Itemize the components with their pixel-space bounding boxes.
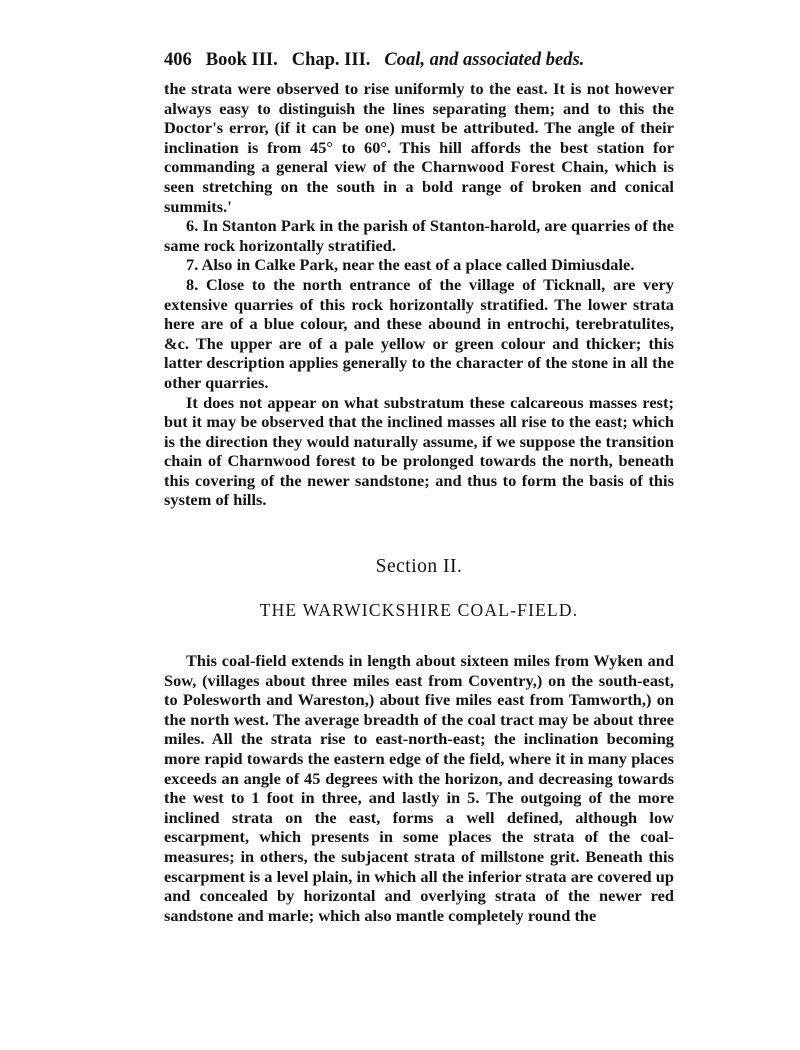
book-label: Book III. bbox=[205, 50, 278, 70]
section-title: THE WARWICKSHIRE COAL-FIELD. bbox=[259, 600, 579, 621]
section-heading: Section II. bbox=[375, 556, 463, 578]
paragraph-continued: the strata were observed to rise uniformly to the east. It is not however always easy to distinguish the lines separating them; and to this the Doctor's error, (if it can be one) must be attributed. The angle of their inclination is from 45° to 60°. This hill affords the best station for commanding a general view of the Charnwood Forest Chain, which is seen stretching on the south in a bold range of broken and conical summits.' bbox=[164, 79, 674, 216]
paragraph-substratum: It does not appear on what substratum these calcareous masses rest; but it may be observed that the inclined masses all rise to the east; which is the direction they would naturally assume, if we suppose the transition chain of Charnwood forest to be prolonged towards the north, beneath this covering of the newer sandstone; and thus to form the basis of this system of hills. bbox=[164, 392, 674, 510]
book-page bbox=[164, 50, 674, 925]
paragraph-item-6: 6. In Stanton Park in the parish of Stanton-harold, are quarries of the same rock horizontally stratified. bbox=[164, 216, 674, 255]
chapter-label: Chap. III. bbox=[291, 50, 371, 70]
paragraph-item-7: 7. Also in Calke Park, near the east of a place called Dimiusdale. bbox=[186, 255, 635, 275]
page-number: 406 bbox=[164, 50, 192, 70]
chapter-subject: Coal, and associated beds. bbox=[384, 50, 585, 70]
paragraph-item-8: 8. Close to the north entrance of the village of Ticknall, are very extensive quarries of this rock horizontally stratified. The lower strata here are of a blue colour, and these abound in entrochi, terebratulites, &c. The upper are of a pale yellow or green colour and thicker; this latter description applies generally to the character of the stone in all the other quarries. bbox=[164, 274, 674, 392]
paragraph-coal-field: This coal-field extends in length about sixteen miles from Wyken and Sow, (villages about three miles east from Coventry,) on the south-east, to Polesworth and Wareston,) about five miles east from Tamworth,) on the north west. The average breadth of the coal tract may be about three miles. All the strata rise to east-north-east; the inclination becoming more rapid towards the eastern edge of the field, where it in many places exceeds an angle of 45 degrees with the horizon, and decreasing towards the west to 1 foot in three, and lastly in 5. The outgoing of the more inclined strata on the east, forms a well defined, although low escarpment, which presents in some places the strata of the coal-measures; in others, the subjacent strata of millstone grit. Beneath this escarpment is a level plain, in which all the inferior strata are covered up and concealed by horizontal and overlying strata of the newer red sandstone and marle; which also mantle completely round the bbox=[164, 651, 674, 925]
running-head bbox=[164, 50, 674, 71]
